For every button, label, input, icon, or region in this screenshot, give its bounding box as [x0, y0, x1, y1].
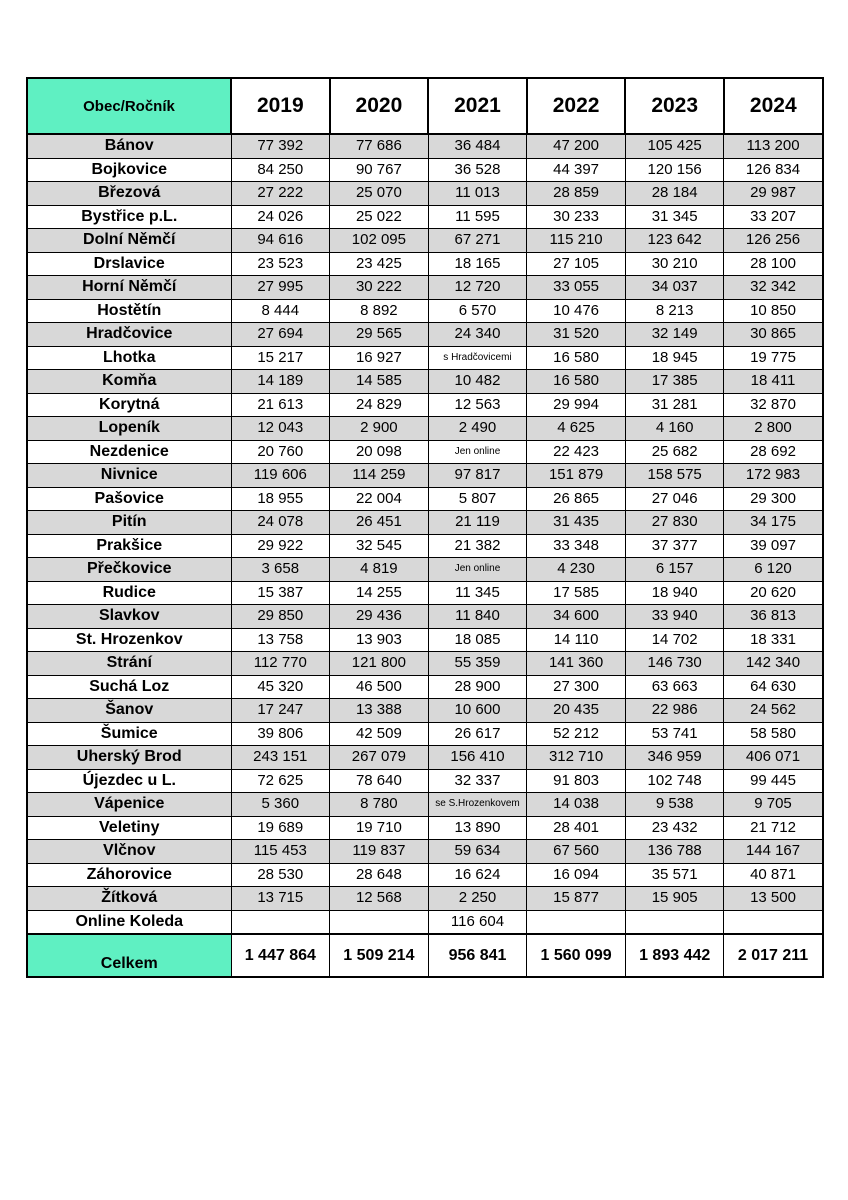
value-cell-2020: 114 259	[330, 464, 429, 488]
value-cell-2019: 20 760	[231, 440, 330, 464]
value-cell-2023: 123 642	[625, 229, 724, 253]
municipality-name: St. Hrozenkov	[27, 628, 231, 652]
value-cell-2021: 10 482	[428, 370, 527, 394]
value-cell-2023: 34 037	[625, 276, 724, 300]
value-cell-2019: 29 922	[231, 534, 330, 558]
municipality-name: Šumice	[27, 722, 231, 746]
table-row	[27, 863, 823, 887]
value-cell-2022: 30 233	[527, 205, 626, 229]
value-cell-2024: 34 175	[724, 511, 823, 535]
value-cell-2023: 9 538	[625, 793, 724, 817]
table-row	[27, 158, 823, 182]
value-cell-2019: 17 247	[231, 699, 330, 723]
value-cell-2019: 21 613	[231, 393, 330, 417]
value-cell-2023: 27 046	[625, 487, 724, 511]
value-cell-2020: 13 903	[330, 628, 429, 652]
value-cell-2020: 23 425	[330, 252, 429, 276]
municipality-name: Pitín	[27, 511, 231, 535]
value-cell-2022: 115 210	[527, 229, 626, 253]
table-row	[27, 393, 823, 417]
value-cell-2021: Jen online	[428, 558, 527, 582]
value-cell-2020: 22 004	[330, 487, 429, 511]
municipality-name: Rudice	[27, 581, 231, 605]
value-cell-2020: 12 568	[330, 887, 429, 911]
table-row	[27, 699, 823, 723]
value-cell-2020: 4 819	[330, 558, 429, 582]
value-cell-2019: 5 360	[231, 793, 330, 817]
value-cell-2024: 29 987	[724, 182, 823, 206]
value-cell-2023: 136 788	[625, 840, 724, 864]
municipality-name: Vlčnov	[27, 840, 231, 864]
table-row	[27, 558, 823, 582]
municipality-name: Komňa	[27, 370, 231, 394]
table-row	[27, 887, 823, 911]
value-cell-2024	[724, 910, 823, 934]
total-value-2022: 1 560 099	[527, 934, 626, 977]
value-cell-2024: 10 850	[724, 299, 823, 323]
value-cell-2022: 33 055	[527, 276, 626, 300]
value-cell-2023: 63 663	[625, 675, 724, 699]
value-cell-2020: 19 710	[330, 816, 429, 840]
value-cell-2024: 40 871	[724, 863, 823, 887]
value-cell-2021: 59 634	[428, 840, 527, 864]
value-cell-2024: 28 692	[724, 440, 823, 464]
value-cell-2022: 26 865	[527, 487, 626, 511]
value-cell-2024: 28 100	[724, 252, 823, 276]
value-cell-2024: 13 500	[724, 887, 823, 911]
value-cell-2023: 17 385	[625, 370, 724, 394]
table-row	[27, 487, 823, 511]
value-cell-2019: 15 387	[231, 581, 330, 605]
value-cell-2022: 4 625	[527, 417, 626, 441]
value-cell-2021: Jen online	[428, 440, 527, 464]
municipality-name: Přečkovice	[27, 558, 231, 582]
municipality-name: Žítková	[27, 887, 231, 911]
value-cell-2023: 14 702	[625, 628, 724, 652]
total-label: Celkem	[27, 934, 231, 977]
value-cell-2020: 14 255	[330, 581, 429, 605]
value-cell-2021: 10 600	[428, 699, 527, 723]
value-cell-2022: 14 038	[527, 793, 626, 817]
municipality-name: Uherský Brod	[27, 746, 231, 770]
value-cell-2023: 102 748	[625, 769, 724, 793]
value-cell-2022: 44 397	[527, 158, 626, 182]
value-cell-2019: 18 955	[231, 487, 330, 511]
municipality-name: Nivnice	[27, 464, 231, 488]
table-row	[27, 299, 823, 323]
value-cell-2024: 32 870	[724, 393, 823, 417]
value-cell-2019: 45 320	[231, 675, 330, 699]
value-cell-2023: 31 345	[625, 205, 724, 229]
header-row	[27, 78, 823, 134]
header-year-2020: 2020	[330, 78, 429, 134]
value-cell-2021: 2 250	[428, 887, 527, 911]
value-cell-2021: 21 382	[428, 534, 527, 558]
total-value-2019: 1 447 864	[231, 934, 330, 977]
value-cell-2019: 119 606	[231, 464, 330, 488]
value-cell-2023: 146 730	[625, 652, 724, 676]
total-value-2021: 956 841	[428, 934, 527, 977]
value-cell-2021: 16 624	[428, 863, 527, 887]
value-cell-2023: 6 157	[625, 558, 724, 582]
value-cell-2024: 172 983	[724, 464, 823, 488]
value-cell-2022: 151 879	[527, 464, 626, 488]
value-cell-2019	[231, 910, 330, 934]
value-cell-2020: 119 837	[330, 840, 429, 864]
municipality-name: Veletiny	[27, 816, 231, 840]
municipality-name: Korytná	[27, 393, 231, 417]
value-cell-2020: 8 780	[330, 793, 429, 817]
value-cell-2020: 29 565	[330, 323, 429, 347]
municipality-name: Dolní Němčí	[27, 229, 231, 253]
value-cell-2024: 126 256	[724, 229, 823, 253]
value-cell-2021: 116 604	[428, 910, 527, 934]
value-cell-2024: 20 620	[724, 581, 823, 605]
value-cell-2022: 16 580	[527, 370, 626, 394]
value-cell-2019: 13 758	[231, 628, 330, 652]
table-row	[27, 417, 823, 441]
header-year-2021: 2021	[428, 78, 527, 134]
value-cell-2020: 42 509	[330, 722, 429, 746]
value-cell-2020: 30 222	[330, 276, 429, 300]
table-row	[27, 323, 823, 347]
value-cell-2019: 243 151	[231, 746, 330, 770]
value-cell-2021: 6 570	[428, 299, 527, 323]
value-cell-2023: 35 571	[625, 863, 724, 887]
table-row	[27, 910, 823, 934]
value-cell-2021: 67 271	[428, 229, 527, 253]
value-cell-2020: 267 079	[330, 746, 429, 770]
table-row	[27, 652, 823, 676]
value-cell-2024: 18 411	[724, 370, 823, 394]
value-cell-2021: 5 807	[428, 487, 527, 511]
table-row	[27, 769, 823, 793]
value-cell-2020: 26 451	[330, 511, 429, 535]
table-row	[27, 134, 823, 158]
value-cell-2021: 11 345	[428, 581, 527, 605]
municipality-name: Slavkov	[27, 605, 231, 629]
value-cell-2022: 27 105	[527, 252, 626, 276]
table-row	[27, 722, 823, 746]
value-cell-2024: 99 445	[724, 769, 823, 793]
table-row	[27, 746, 823, 770]
value-cell-2021: 36 484	[428, 134, 527, 158]
value-cell-2023: 105 425	[625, 134, 724, 158]
total-row	[27, 934, 823, 977]
value-cell-2022: 52 212	[527, 722, 626, 746]
value-cell-2020: 78 640	[330, 769, 429, 793]
header-year-2019: 2019	[231, 78, 330, 134]
value-cell-2019: 23 523	[231, 252, 330, 276]
value-cell-2021: 55 359	[428, 652, 527, 676]
table-row	[27, 440, 823, 464]
value-cell-2019: 12 043	[231, 417, 330, 441]
value-cell-2023: 120 156	[625, 158, 724, 182]
value-cell-2022: 31 435	[527, 511, 626, 535]
value-cell-2019: 24 078	[231, 511, 330, 535]
municipality-name: Bánov	[27, 134, 231, 158]
value-cell-2020: 90 767	[330, 158, 429, 182]
value-cell-2020: 2 900	[330, 417, 429, 441]
value-cell-2023: 32 149	[625, 323, 724, 347]
table-row	[27, 816, 823, 840]
value-cell-2022: 16 094	[527, 863, 626, 887]
value-cell-2021: se S.Hrozenkovem	[428, 793, 527, 817]
total-value-2023: 1 893 442	[625, 934, 724, 977]
value-cell-2020: 46 500	[330, 675, 429, 699]
value-cell-2024: 113 200	[724, 134, 823, 158]
value-cell-2021: 26 617	[428, 722, 527, 746]
value-cell-2023	[625, 910, 724, 934]
value-cell-2024: 2 800	[724, 417, 823, 441]
value-cell-2022: 15 877	[527, 887, 626, 911]
value-cell-2023: 15 905	[625, 887, 724, 911]
municipality-name: Nezdenice	[27, 440, 231, 464]
municipality-name: Strání	[27, 652, 231, 676]
value-cell-2023: 18 940	[625, 581, 724, 605]
value-cell-2020: 28 648	[330, 863, 429, 887]
koleda-table-container	[26, 77, 822, 978]
value-cell-2022: 67 560	[527, 840, 626, 864]
value-cell-2020: 102 095	[330, 229, 429, 253]
table-row	[27, 252, 823, 276]
value-cell-2023: 4 160	[625, 417, 724, 441]
value-cell-2024: 33 207	[724, 205, 823, 229]
value-cell-2019: 8 444	[231, 299, 330, 323]
value-cell-2023: 27 830	[625, 511, 724, 535]
header-year-2022: 2022	[527, 78, 626, 134]
value-cell-2019: 94 616	[231, 229, 330, 253]
value-cell-2019: 115 453	[231, 840, 330, 864]
value-cell-2023: 18 945	[625, 346, 724, 370]
koleda-results-table	[26, 77, 824, 978]
value-cell-2024: 36 813	[724, 605, 823, 629]
value-cell-2024: 142 340	[724, 652, 823, 676]
table-row	[27, 205, 823, 229]
municipality-name: Záhorovice	[27, 863, 231, 887]
table-row	[27, 276, 823, 300]
value-cell-2022: 33 348	[527, 534, 626, 558]
value-cell-2020: 121 800	[330, 652, 429, 676]
value-cell-2022: 4 230	[527, 558, 626, 582]
value-cell-2021: 36 528	[428, 158, 527, 182]
value-cell-2022: 91 803	[527, 769, 626, 793]
value-cell-2019: 19 689	[231, 816, 330, 840]
value-cell-2019: 39 806	[231, 722, 330, 746]
value-cell-2019: 29 850	[231, 605, 330, 629]
value-cell-2022: 27 300	[527, 675, 626, 699]
value-cell-2021: 18 085	[428, 628, 527, 652]
value-cell-2020: 24 829	[330, 393, 429, 417]
value-cell-2020: 25 022	[330, 205, 429, 229]
table-row	[27, 793, 823, 817]
value-cell-2023: 28 184	[625, 182, 724, 206]
value-cell-2019: 3 658	[231, 558, 330, 582]
value-cell-2019: 112 770	[231, 652, 330, 676]
header-municipality-year: Obec/Ročník	[27, 78, 231, 134]
value-cell-2024: 9 705	[724, 793, 823, 817]
value-cell-2023: 25 682	[625, 440, 724, 464]
value-cell-2024: 32 342	[724, 276, 823, 300]
value-cell-2024: 30 865	[724, 323, 823, 347]
value-cell-2024: 126 834	[724, 158, 823, 182]
value-cell-2020: 29 436	[330, 605, 429, 629]
total-value-2024: 2 017 211	[724, 934, 823, 977]
value-cell-2022: 141 360	[527, 652, 626, 676]
value-cell-2023: 8 213	[625, 299, 724, 323]
value-cell-2021: 13 890	[428, 816, 527, 840]
value-cell-2024: 144 167	[724, 840, 823, 864]
value-cell-2022: 10 476	[527, 299, 626, 323]
municipality-name: Hradčovice	[27, 323, 231, 347]
value-cell-2019: 15 217	[231, 346, 330, 370]
table-row	[27, 346, 823, 370]
value-cell-2019: 77 392	[231, 134, 330, 158]
value-cell-2021: 12 720	[428, 276, 527, 300]
municipality-name: Pašovice	[27, 487, 231, 511]
value-cell-2022: 31 520	[527, 323, 626, 347]
value-cell-2021: 11 013	[428, 182, 527, 206]
table-row	[27, 464, 823, 488]
table-row	[27, 581, 823, 605]
value-cell-2021: 21 119	[428, 511, 527, 535]
value-cell-2023: 37 377	[625, 534, 724, 558]
value-cell-2022: 312 710	[527, 746, 626, 770]
value-cell-2021: 97 817	[428, 464, 527, 488]
value-cell-2019: 27 995	[231, 276, 330, 300]
value-cell-2021: 11 840	[428, 605, 527, 629]
municipality-name: Šanov	[27, 699, 231, 723]
table-row	[27, 628, 823, 652]
value-cell-2021: 32 337	[428, 769, 527, 793]
value-cell-2020: 8 892	[330, 299, 429, 323]
header-year-2024: 2024	[724, 78, 823, 134]
municipality-name: Bystřice p.L.	[27, 205, 231, 229]
value-cell-2020: 14 585	[330, 370, 429, 394]
value-cell-2023: 23 432	[625, 816, 724, 840]
value-cell-2020: 77 686	[330, 134, 429, 158]
value-cell-2024: 406 071	[724, 746, 823, 770]
value-cell-2024: 29 300	[724, 487, 823, 511]
municipality-name: Prakšice	[27, 534, 231, 558]
value-cell-2022: 34 600	[527, 605, 626, 629]
value-cell-2024: 24 562	[724, 699, 823, 723]
municipality-name: Hostětín	[27, 299, 231, 323]
value-cell-2022: 29 994	[527, 393, 626, 417]
municipality-name: Bojkovice	[27, 158, 231, 182]
value-cell-2020	[330, 910, 429, 934]
value-cell-2019: 13 715	[231, 887, 330, 911]
value-cell-2019: 72 625	[231, 769, 330, 793]
value-cell-2020: 32 545	[330, 534, 429, 558]
value-cell-2021: 18 165	[428, 252, 527, 276]
value-cell-2022: 16 580	[527, 346, 626, 370]
value-cell-2024: 18 331	[724, 628, 823, 652]
value-cell-2022: 47 200	[527, 134, 626, 158]
table-row	[27, 840, 823, 864]
value-cell-2023: 33 940	[625, 605, 724, 629]
value-cell-2022: 17 585	[527, 581, 626, 605]
value-cell-2019: 28 530	[231, 863, 330, 887]
value-cell-2023: 346 959	[625, 746, 724, 770]
value-cell-2024: 39 097	[724, 534, 823, 558]
value-cell-2022: 14 110	[527, 628, 626, 652]
table-row	[27, 605, 823, 629]
municipality-name: Březová	[27, 182, 231, 206]
value-cell-2022: 28 859	[527, 182, 626, 206]
value-cell-2020: 25 070	[330, 182, 429, 206]
value-cell-2021: s Hradčovicemi	[428, 346, 527, 370]
value-cell-2019: 24 026	[231, 205, 330, 229]
value-cell-2022: 28 401	[527, 816, 626, 840]
value-cell-2020: 13 388	[330, 699, 429, 723]
value-cell-2023: 22 986	[625, 699, 724, 723]
total-value-2020: 1 509 214	[330, 934, 429, 977]
value-cell-2019: 27 694	[231, 323, 330, 347]
value-cell-2023: 31 281	[625, 393, 724, 417]
municipality-name: Online Koleda	[27, 910, 231, 934]
municipality-name: Újezdec u L.	[27, 769, 231, 793]
value-cell-2021: 2 490	[428, 417, 527, 441]
value-cell-2022	[527, 910, 626, 934]
value-cell-2022: 20 435	[527, 699, 626, 723]
value-cell-2021: 12 563	[428, 393, 527, 417]
municipality-name: Vápenice	[27, 793, 231, 817]
municipality-name: Lopeník	[27, 417, 231, 441]
value-cell-2019: 27 222	[231, 182, 330, 206]
value-cell-2021: 156 410	[428, 746, 527, 770]
municipality-name: Horní Němčí	[27, 276, 231, 300]
value-cell-2024: 58 580	[724, 722, 823, 746]
municipality-name: Lhotka	[27, 346, 231, 370]
value-cell-2023: 53 741	[625, 722, 724, 746]
value-cell-2019: 84 250	[231, 158, 330, 182]
table-row	[27, 534, 823, 558]
value-cell-2020: 16 927	[330, 346, 429, 370]
value-cell-2021: 11 595	[428, 205, 527, 229]
value-cell-2020: 20 098	[330, 440, 429, 464]
municipality-name: Drslavice	[27, 252, 231, 276]
value-cell-2021: 28 900	[428, 675, 527, 699]
value-cell-2021: 24 340	[428, 323, 527, 347]
municipality-name: Suchá Loz	[27, 675, 231, 699]
value-cell-2024: 64 630	[724, 675, 823, 699]
value-cell-2023: 158 575	[625, 464, 724, 488]
value-cell-2019: 14 189	[231, 370, 330, 394]
value-cell-2024: 6 120	[724, 558, 823, 582]
table-body	[27, 134, 823, 934]
table-row	[27, 182, 823, 206]
table-row	[27, 370, 823, 394]
value-cell-2022: 22 423	[527, 440, 626, 464]
table-row	[27, 229, 823, 253]
table-row	[27, 675, 823, 699]
value-cell-2024: 21 712	[724, 816, 823, 840]
value-cell-2024: 19 775	[724, 346, 823, 370]
table-row	[27, 511, 823, 535]
value-cell-2023: 30 210	[625, 252, 724, 276]
header-year-2023: 2023	[625, 78, 724, 134]
